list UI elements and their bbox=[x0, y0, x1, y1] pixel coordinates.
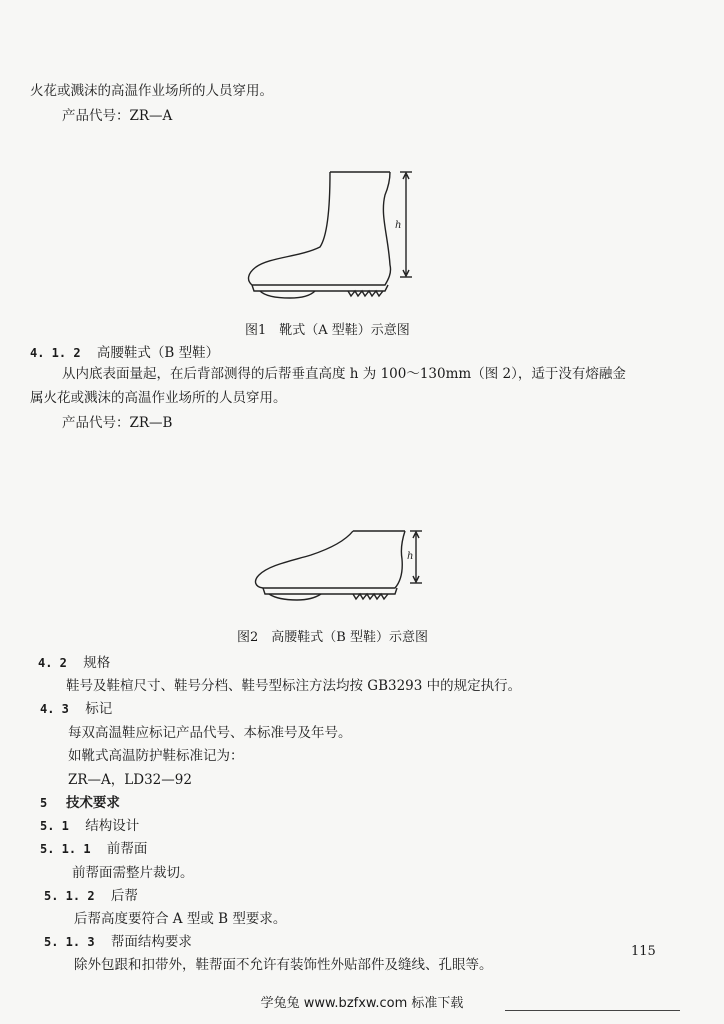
product-code-b: 产品代号：ZR—B bbox=[62, 415, 173, 431]
section-5-1-3-heading bbox=[44, 933, 192, 951]
paragraph-line: 后帮高度要符合 A 型或 B 型要求。 bbox=[74, 911, 287, 927]
footer-rule bbox=[505, 1010, 680, 1011]
section-4-3-heading bbox=[40, 700, 112, 718]
section-title: 帮面结构要求 bbox=[110, 934, 192, 950]
paragraph-line: 从内底表面量起，在后背部测得的后帮垂直高度 h 为 100～130mm（图 2），适于没有熔融金 bbox=[62, 366, 626, 382]
section-number: 5. 1. 1 bbox=[40, 842, 91, 856]
section-5-1-1-heading bbox=[40, 840, 147, 858]
section-number: 5. 1. 3 bbox=[44, 935, 95, 949]
marking-example: ZR—A，LD32—92 bbox=[68, 772, 192, 788]
section-number: 5. 1. 2 bbox=[44, 889, 95, 903]
paragraph-line: 属火花或溅沫的高温作业场所的人员穿用。 bbox=[30, 390, 287, 406]
section-title: 技术要求 bbox=[65, 795, 120, 811]
footer-watermark: 学兔兔 www.bzfxw.com 标准下载 bbox=[260, 996, 464, 1011]
boot-figure-a bbox=[240, 165, 430, 300]
section-title: 规格 bbox=[83, 655, 111, 671]
section-5-heading bbox=[40, 794, 120, 812]
paragraph-line: 火花或溅沫的高温作业场所的人员穿用。 bbox=[30, 83, 273, 99]
section-number: 4. 3 bbox=[40, 702, 69, 716]
figure-2-caption: 图2 高腰鞋式（B 型鞋）示意图 bbox=[237, 630, 428, 645]
fig1-h-label: h bbox=[395, 220, 402, 231]
section-title: 前帮面 bbox=[106, 841, 148, 857]
section-number: 5 bbox=[40, 796, 48, 810]
paragraph-line: 前帮面需整片裁切。 bbox=[72, 865, 194, 881]
section-number: 5. 1 bbox=[40, 819, 69, 833]
product-code-a: 产品代号：ZR—A bbox=[62, 108, 173, 124]
section-title: 高腰鞋式（B 型鞋） bbox=[96, 345, 220, 361]
section-title: 结构设计 bbox=[85, 818, 140, 834]
paragraph-line: 鞋号及鞋楦尺寸、鞋号分档、鞋号型标注方法均按 GB3293 中的规定执行。 bbox=[66, 678, 522, 694]
fig2-h-label: h bbox=[407, 551, 414, 562]
section-title: 标记 bbox=[85, 701, 113, 717]
paragraph-line: 除外包跟和扣带外，鞋帮面不允许有装饰性外贴部件及缝线、孔眼等。 bbox=[74, 957, 493, 973]
shoe-figure-b bbox=[245, 525, 435, 605]
section-4-1-2-heading bbox=[30, 344, 219, 362]
section-number: 4. 1. 2 bbox=[30, 346, 81, 360]
section-number: 4. 2 bbox=[38, 656, 67, 670]
figure-1-caption: 图1 靴式（A 型鞋）示意图 bbox=[245, 323, 410, 338]
section-title: 后帮 bbox=[110, 888, 138, 904]
section-5-1-2-heading bbox=[44, 887, 138, 905]
paragraph-line: 如靴式高温防护鞋标准记为： bbox=[68, 748, 244, 764]
section-5-1-heading bbox=[40, 817, 139, 835]
section-4-2-heading bbox=[38, 654, 110, 672]
page-number: 115 bbox=[631, 944, 656, 959]
paragraph-line: 每双高温鞋应标记产品代号、本标准号及年号。 bbox=[68, 725, 352, 741]
